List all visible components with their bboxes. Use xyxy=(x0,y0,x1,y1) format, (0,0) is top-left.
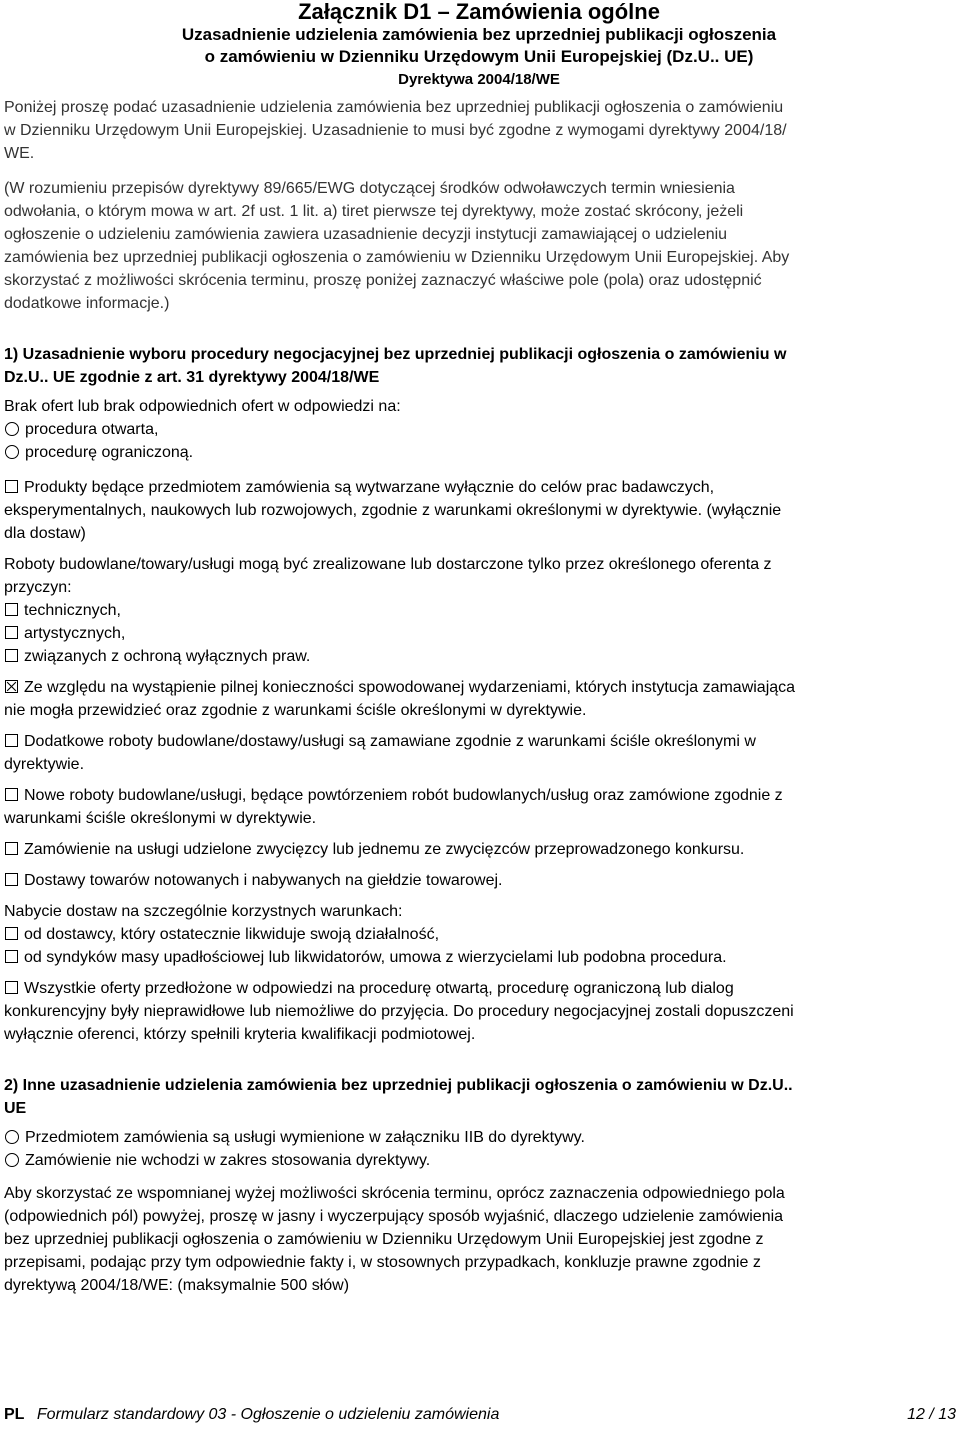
additional-works-option xyxy=(4,730,954,776)
group-label: Roboty budowlane/towary/usługi mogą być zrealizowane lub dostarczone tylko przez określonego oferenta z xyxy=(4,556,772,573)
radio-label: Przedmiotem zamówienia są usługi wymienione w załączniku IIB do dyrektywy. xyxy=(25,1129,585,1146)
form-name: Formularz standardowy 03 - Ogłoszenie o udzieleniu zamówienia xyxy=(36,1406,500,1423)
option-text: wyłącznie oferenci, którzy spełnili kryteria kwalifikacji podmiotowej. xyxy=(4,1026,476,1043)
option-text: technicznych, xyxy=(24,602,121,619)
checkbox-icon[interactable] xyxy=(5,734,18,747)
additional-checkbox-row[interactable] xyxy=(4,730,954,753)
option-text: konkurencyjny były nieprawidłowe lub niemożliwe do przyjęcia. Do procedury negocjacyjnej zostali dopuszczeni xyxy=(4,1003,794,1020)
group-label: Nabycie dostaw na szczególnie korzystnych warunkach: xyxy=(4,903,403,920)
radio-icon[interactable] xyxy=(5,445,19,459)
page-footer xyxy=(4,1405,956,1425)
option-text: Wszystkie oferty przedłożone w odpowiedzi na procedurę otwartą, procedurę ograniczoną lub dialog xyxy=(24,980,734,997)
option-text: Dodatkowe roboty budowlane/dostawy/usługi są zamawiane zgodnie z warunkami ściśle określonymi w xyxy=(24,733,756,750)
commodity-option xyxy=(4,869,954,892)
subtitle-line-2: o zamówieniu w Dzienniku Urzędowym Unii Europejskiej (Dz.U.. UE) xyxy=(204,47,754,66)
page-number: 12 / 13 xyxy=(907,1406,956,1423)
option-text: nie mogła przewidzieć oraz zgodnie z warunkami ściśle określonymi w dyrektywie. xyxy=(4,702,587,719)
radio-annex-iib[interactable] xyxy=(4,1126,954,1149)
irregular-checkbox-row[interactable] xyxy=(4,977,954,1000)
heading-line: Dz.U.. UE zgodnie z art. 31 dyrektywy 2004/18/WE xyxy=(4,369,380,386)
radio-icon[interactable] xyxy=(5,422,19,436)
receivers-checkbox-row[interactable] xyxy=(4,946,954,969)
contest-checkbox-row[interactable] xyxy=(4,838,954,861)
note-line: zamówienia bez uprzedniej publikacji ogłoszenia o zamówieniu w Dzienniku Urzędowym Unii Europejskiej. Aby xyxy=(4,249,790,266)
checked-checkbox-icon[interactable] xyxy=(5,680,18,693)
option-text: Dostawy towarów notowanych i nabywanych na giełdzie towarowej. xyxy=(24,872,503,889)
radio-label: procedura otwarta, xyxy=(25,421,159,438)
checkbox-icon[interactable] xyxy=(5,480,18,493)
intro-line: Poniżej proszę podać uzasadnienie udzielenia zamówienia bez uprzedniej publikacji ogłoszenia o zamówieniu xyxy=(4,99,784,116)
artistic-checkbox-row[interactable] xyxy=(4,622,954,645)
explain-line: bez uprzedniej publikacji ogłoszenia o zamówieniu w Dzienniku Urzędowym Unii Europejskiej jest zgodne z xyxy=(4,1231,764,1248)
form-page xyxy=(4,0,954,1297)
radio-icon[interactable] xyxy=(5,1153,19,1167)
technical-checkbox-row[interactable] xyxy=(4,599,954,622)
note-line: skorzystać z możliwości skrócenia terminu, proszę poniżej zaznaczyć właściwe pole (pola) oraz udostępnić xyxy=(4,272,762,289)
option-text: od syndyków masy upadłościowej lub likwidatorów, umowa z wierzycielami lub podobna procedura. xyxy=(24,949,727,966)
option-text: od dostawcy, który ostatecznie likwiduje swoją działalność, xyxy=(24,926,440,943)
research-checkbox-row[interactable] xyxy=(4,476,954,499)
explanation-paragraph xyxy=(4,1182,954,1297)
radio-restricted-procedure[interactable] xyxy=(4,441,954,464)
radio-label: procedurę ograniczoną. xyxy=(25,444,194,461)
urgency-checkbox-row[interactable] xyxy=(4,676,954,699)
heading-line: 2) Inne uzasadnienie udzielenia zamówienia bez uprzedniej publikacji ogłoszenia o zamówieniu w Dz.U.. xyxy=(4,1077,793,1094)
explain-line: przepisami, podając przy tym odpowiednie fakty i, w stosownych przypadkach, konkluzje prawne zgodnie z xyxy=(4,1254,761,1271)
contest-option xyxy=(4,838,954,861)
research-option xyxy=(4,476,954,545)
explain-line: Aby skorzystać ze wspomnianej wyżej możliwości skrócenia terminu, oprócz zaznaczenia odpowiedniego pola xyxy=(4,1185,785,1202)
other-justification-group xyxy=(4,1126,954,1172)
repeat-works-option xyxy=(4,784,954,830)
no-offers-group xyxy=(4,395,954,464)
checkbox-icon[interactable] xyxy=(5,981,18,994)
advantageous-terms-group xyxy=(4,900,954,969)
subtitle-line-1: Uzasadnienie udzielenia zamówienia bez uprzedniej publikacji ogłoszenia xyxy=(181,25,777,44)
document-header xyxy=(4,0,954,90)
note-line: dodatkowe informacje.) xyxy=(4,295,170,312)
checkbox-icon[interactable] xyxy=(5,842,18,855)
commodity-checkbox-row[interactable] xyxy=(4,869,954,892)
option-text: związanych z ochroną wyłącznych praw. xyxy=(24,648,311,665)
checkbox-icon[interactable] xyxy=(5,788,18,801)
heading-line: UE xyxy=(4,1100,27,1117)
note-line: odwołania, o którym mowa w art. 2f ust. 1 lit. a) tiret pierwsze tej dyrektywy, może zostać skrócony, jeżeli xyxy=(4,203,744,220)
heading-line: 1) Uzasadnienie wyboru procedury negocjacyjnej bez uprzedniej publikacji ogłoszenia o zamówieniu w xyxy=(4,346,787,363)
directive-label: Dyrektywa 2004/18/WE xyxy=(398,71,560,88)
explain-line: (odpowiednich pól) powyżej, proszę w jasny i wyczerpujący sposób wyjaśnić, dlaczego udzielenie zamówienia xyxy=(4,1208,784,1225)
option-text: dla dostaw) xyxy=(4,525,86,542)
liquidating-checkbox-row[interactable] xyxy=(4,923,954,946)
note-line: (W rozumieniu przepisów dyrektywy 89/665/EWG dotyczącej środków odwoławczych termin wniesienia xyxy=(4,180,735,197)
option-text: warunkami ściśle określonymi w dyrektywie. xyxy=(4,810,317,827)
checkbox-icon[interactable] xyxy=(5,626,18,639)
no-offers-label: Brak ofert lub brak odpowiednich ofert w odpowiedzi na: xyxy=(4,398,401,415)
checkbox-icon[interactable] xyxy=(5,603,18,616)
checkbox-icon[interactable] xyxy=(5,649,18,662)
review-note-paragraph xyxy=(4,177,954,315)
repeat-checkbox-row[interactable] xyxy=(4,784,954,807)
intro-line: WE. xyxy=(4,145,35,162)
option-text: dyrektywie. xyxy=(4,756,85,773)
exclusive-rights-checkbox-row[interactable] xyxy=(4,645,954,668)
irregular-tenders-option xyxy=(4,977,954,1046)
note-line: ogłoszenie o udzieleniu zamówienia zawiera uzasadnienie decyzji instytucji zamawiającej o udzieleniu xyxy=(4,226,728,243)
intro-paragraph xyxy=(4,96,954,165)
option-text: Nowe roboty budowlane/usługi, będące powtórzeniem robót budowlanych/usług oraz zamówione zgodnie z xyxy=(24,787,783,804)
language-code: PL xyxy=(4,1406,25,1423)
option-text: Produkty będące przedmiotem zamówienia są wytwarzane wyłącznie do celów prac badawczych, xyxy=(24,479,715,496)
group-label: przyczyn: xyxy=(4,579,72,596)
checkbox-icon[interactable] xyxy=(5,950,18,963)
section-2-heading xyxy=(4,1074,954,1120)
radio-icon[interactable] xyxy=(5,1130,19,1144)
urgency-option xyxy=(4,676,954,722)
checkbox-icon[interactable] xyxy=(5,873,18,886)
option-text: artystycznych, xyxy=(24,625,126,642)
option-text: Zamówienie na usługi udzielone zwycięzcy lub jednemu ze zwycięzców przeprowadzonego konkursu. xyxy=(24,841,745,858)
radio-outside-scope[interactable] xyxy=(4,1149,954,1172)
intro-line: w Dzienniku Urzędowym Unii Europejskiej. Uzasadnienie to musi być zgodne z wymogami dyrektywy 2004/18/ xyxy=(4,122,787,139)
option-text: Ze względu na wystąpienie pilnej konieczności spowodowanej wydarzeniami, których instytucja zamawiająca xyxy=(24,679,796,696)
radio-open-procedure[interactable] xyxy=(4,418,954,441)
page-title: Załącznik D1 – Zamówienia ogólne xyxy=(298,0,660,24)
radio-label: Zamówienie nie wchodzi w zakres stosowania dyrektywy. xyxy=(25,1152,431,1169)
section-1-heading xyxy=(4,343,954,389)
option-text: eksperymentalnych, naukowych lub rozwojowych, zgodnie z warunkami określonymi w dyrektywie. (wyłącznie xyxy=(4,502,782,519)
checkbox-icon[interactable] xyxy=(5,927,18,940)
explain-line: dyrektywą 2004/18/WE: (maksymalnie 500 słów) xyxy=(4,1277,350,1294)
sole-provider-group xyxy=(4,553,954,668)
